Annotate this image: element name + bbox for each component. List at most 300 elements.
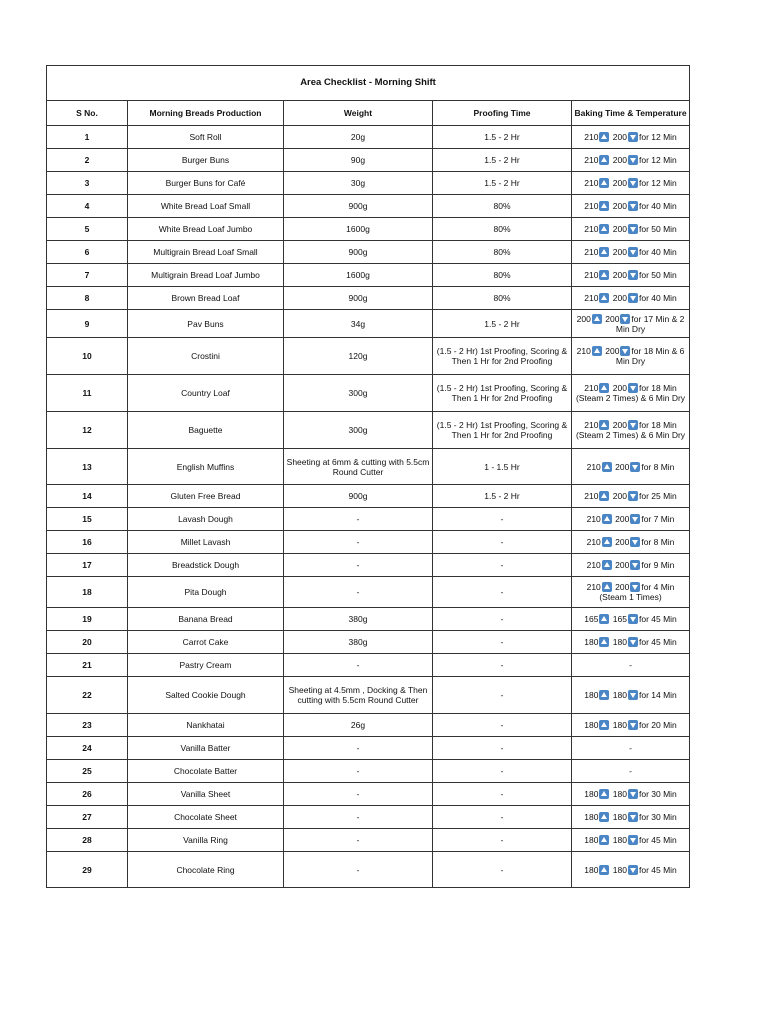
- bottom-temp: 200: [612, 247, 627, 257]
- column-header-baking: Baking Time & Temperature: [572, 101, 690, 126]
- row-weight: 900g: [284, 485, 433, 508]
- arrow-down-icon: [630, 514, 640, 524]
- bottom-temp: 200: [612, 132, 627, 142]
- top-temp: 210: [586, 461, 601, 472]
- row-sno: 5: [47, 218, 128, 241]
- row-weight: -: [284, 760, 433, 783]
- bottom-temp: 200: [612, 155, 627, 165]
- bake-duration: for 45 Min: [638, 864, 677, 875]
- bake-duration: for 8 Min: [641, 537, 675, 547]
- bottom-temp: 200: [615, 560, 630, 570]
- table-row: [47, 714, 690, 737]
- row-proofing-time: -: [433, 806, 572, 829]
- checklist-table: [46, 65, 690, 888]
- bottom-temp: 200: [612, 293, 627, 303]
- row-weight: 20g: [284, 126, 433, 149]
- top-temp: 210: [584, 491, 599, 501]
- row-item-name: White Bread Loaf Small: [128, 195, 284, 218]
- column-header-weight: Weight: [284, 101, 433, 126]
- arrow-up-icon: [599, 491, 609, 501]
- row-item-name: Country Loaf: [128, 375, 284, 412]
- column-header-proofing: Proofing Time: [433, 101, 572, 126]
- row-proofing-time: 1 - 1.5 Hr: [433, 449, 572, 485]
- arrow-down-icon: [630, 537, 640, 547]
- row-item-name: English Muffins: [128, 449, 284, 485]
- top-temp: 210: [584, 270, 599, 280]
- row-weight: 900g: [284, 195, 433, 218]
- top-temp: 210: [586, 560, 601, 570]
- table-row: [47, 310, 690, 338]
- row-proofing-time: -: [433, 760, 572, 783]
- table-row: [47, 264, 690, 287]
- row-proofing-time: 80%: [433, 195, 572, 218]
- row-proofing-time: -: [433, 677, 572, 714]
- bake-duration: for 20 Min: [638, 720, 677, 730]
- table-row: [47, 375, 690, 412]
- arrow-up-icon: [599, 178, 609, 188]
- row-weight: -: [284, 654, 433, 677]
- arrow-up-icon: [599, 247, 609, 257]
- top-temp: 210: [584, 224, 599, 234]
- row-item-name: Chocolate Ring: [128, 852, 284, 888]
- row-weight: -: [284, 554, 433, 577]
- row-sno: 21: [47, 654, 128, 677]
- bottom-temp: 200: [612, 178, 627, 188]
- arrow-down-icon: [628, 178, 638, 188]
- arrow-down-icon: [630, 462, 640, 472]
- row-baking: [572, 126, 690, 149]
- bottom-temp: 200: [615, 537, 630, 547]
- arrow-up-icon: [599, 293, 609, 303]
- bottom-temp: 200: [615, 461, 630, 472]
- row-baking: -: [572, 654, 690, 677]
- table-row: [47, 126, 690, 149]
- bottom-temp: 200: [615, 514, 630, 524]
- top-temp: 210: [586, 537, 601, 547]
- row-proofing-time: 1.5 - 2 Hr: [433, 310, 572, 338]
- row-baking: [572, 631, 690, 654]
- row-sno: 8: [47, 287, 128, 310]
- arrow-down-icon: [628, 293, 638, 303]
- row-item-name: Multigrain Bread Loaf Jumbo: [128, 264, 284, 287]
- row-proofing-time: 1.5 - 2 Hr: [433, 172, 572, 195]
- row-weight: Sheeting at 6mm & cutting with 5.5cm Round Cutter: [284, 449, 433, 485]
- arrow-up-icon: [592, 346, 602, 356]
- bottom-temp: 180: [612, 812, 627, 822]
- row-item-name: Soft Roll: [128, 126, 284, 149]
- row-sno: 7: [47, 264, 128, 287]
- row-sno: 27: [47, 806, 128, 829]
- arrow-up-icon: [599, 720, 609, 730]
- top-temp: 210: [584, 293, 599, 303]
- arrow-down-icon: [628, 865, 638, 875]
- row-weight: 900g: [284, 287, 433, 310]
- arrow-down-icon: [628, 614, 638, 624]
- arrow-down-icon: [628, 383, 638, 393]
- row-item-name: Lavash Dough: [128, 508, 284, 531]
- bake-duration: for 12 Min: [638, 132, 677, 142]
- row-sno: 24: [47, 737, 128, 760]
- arrow-up-icon: [602, 560, 612, 570]
- row-proofing-time: 1.5 - 2 Hr: [433, 149, 572, 172]
- row-baking: -: [572, 737, 690, 760]
- row-baking: [572, 485, 690, 508]
- row-weight: -: [284, 806, 433, 829]
- row-weight: 26g: [284, 714, 433, 737]
- row-item-name: Banana Bread: [128, 608, 284, 631]
- row-baking: [572, 264, 690, 287]
- row-item-name: Burger Buns for Café: [128, 172, 284, 195]
- row-proofing-time: -: [433, 829, 572, 852]
- row-weight: -: [284, 531, 433, 554]
- bottom-temp: 200: [612, 383, 627, 393]
- row-sno: 19: [47, 608, 128, 631]
- row-baking: -: [572, 760, 690, 783]
- row-item-name: Brown Bread Loaf: [128, 287, 284, 310]
- row-proofing-time: -: [433, 852, 572, 888]
- bottom-temp: 200: [612, 224, 627, 234]
- row-baking: [572, 608, 690, 631]
- arrow-up-icon: [602, 462, 612, 472]
- row-weight: 900g: [284, 241, 433, 264]
- top-temp: 165: [584, 614, 599, 624]
- row-sno: 16: [47, 531, 128, 554]
- arrow-up-icon: [602, 537, 612, 547]
- row-weight: -: [284, 783, 433, 806]
- row-weight: 1600g: [284, 218, 433, 241]
- table-row: [47, 218, 690, 241]
- row-baking: [572, 241, 690, 264]
- top-temp: 210: [584, 201, 599, 211]
- arrow-up-icon: [599, 835, 609, 845]
- arrow-up-icon: [592, 314, 602, 324]
- row-weight: -: [284, 852, 433, 888]
- table-row: [47, 737, 690, 760]
- arrow-up-icon: [599, 812, 609, 822]
- table-row: [47, 852, 690, 888]
- top-temp: 180: [584, 835, 599, 845]
- row-weight: 30g: [284, 172, 433, 195]
- row-sno: 6: [47, 241, 128, 264]
- bake-duration: for 40 Min: [638, 247, 677, 257]
- arrow-down-icon: [628, 789, 638, 799]
- row-weight: -: [284, 577, 433, 608]
- arrow-down-icon: [628, 224, 638, 234]
- arrow-up-icon: [599, 383, 609, 393]
- top-temp: 210: [586, 514, 601, 524]
- arrow-down-icon: [628, 637, 638, 647]
- table-row: [47, 677, 690, 714]
- row-weight: 300g: [284, 375, 433, 412]
- row-proofing-time: -: [433, 508, 572, 531]
- table-row: [47, 412, 690, 449]
- table-row: [47, 783, 690, 806]
- arrow-up-icon: [599, 270, 609, 280]
- row-item-name: Vanilla Sheet: [128, 783, 284, 806]
- table-row: [47, 485, 690, 508]
- row-proofing-time: -: [433, 554, 572, 577]
- row-proofing-time: -: [433, 631, 572, 654]
- bake-duration: for 25 Min: [638, 491, 677, 501]
- table-row: [47, 760, 690, 783]
- table-row: [47, 531, 690, 554]
- row-sno: 4: [47, 195, 128, 218]
- table-row: [47, 829, 690, 852]
- row-weight: 34g: [284, 310, 433, 338]
- row-sno: 3: [47, 172, 128, 195]
- bake-duration: for 30 Min: [638, 812, 677, 822]
- table-row: [47, 631, 690, 654]
- row-baking: [572, 677, 690, 714]
- row-sno: 11: [47, 375, 128, 412]
- row-baking: [572, 829, 690, 852]
- row-baking: [572, 714, 690, 737]
- row-item-name: Vanilla Ring: [128, 829, 284, 852]
- arrow-up-icon: [602, 514, 612, 524]
- arrow-down-icon: [630, 582, 640, 592]
- top-temp: 200: [576, 313, 591, 324]
- row-sno: 9: [47, 310, 128, 338]
- row-sno: 14: [47, 485, 128, 508]
- top-temp: 210: [576, 346, 591, 356]
- bottom-temp: 180: [612, 835, 627, 845]
- row-proofing-time: -: [433, 608, 572, 631]
- top-temp: 180: [584, 637, 599, 647]
- top-temp: 210: [584, 383, 599, 393]
- row-baking: [572, 852, 690, 888]
- row-sno: 26: [47, 783, 128, 806]
- row-baking: [572, 218, 690, 241]
- bake-duration: for 45 Min: [638, 637, 677, 647]
- row-proofing-time: 80%: [433, 264, 572, 287]
- arrow-up-icon: [599, 420, 609, 430]
- arrow-up-icon: [599, 201, 609, 211]
- bake-duration: for 9 Min: [641, 560, 675, 570]
- row-item-name: Pita Dough: [128, 577, 284, 608]
- row-baking: [572, 806, 690, 829]
- row-proofing-time: (1.5 - 2 Hr) 1st Proofing, Scoring & Then 1 Hr for 2nd Proofing: [433, 338, 572, 375]
- row-baking: [572, 577, 690, 608]
- row-sno: 10: [47, 338, 128, 375]
- row-sno: 18: [47, 577, 128, 608]
- row-proofing-time: 80%: [433, 218, 572, 241]
- column-header-item: Morning Breads Production: [128, 101, 284, 126]
- table-row: [47, 241, 690, 264]
- row-sno: 23: [47, 714, 128, 737]
- row-sno: 2: [47, 149, 128, 172]
- top-temp: 210: [584, 178, 599, 188]
- arrow-down-icon: [630, 560, 640, 570]
- bottom-temp: 180: [612, 864, 627, 875]
- row-item-name: Chocolate Batter: [128, 760, 284, 783]
- bake-duration: for 45 Min: [638, 614, 677, 624]
- bottom-temp: 200: [612, 201, 627, 211]
- row-item-name: Gluten Free Bread: [128, 485, 284, 508]
- bake-duration: for 18 Min (Steam 2 Times) & 6 Min Dry: [575, 383, 686, 403]
- bake-duration: for 12 Min: [638, 178, 677, 188]
- row-sno: 25: [47, 760, 128, 783]
- arrow-up-icon: [599, 224, 609, 234]
- row-baking: [572, 149, 690, 172]
- bake-duration: for 40 Min: [638, 201, 677, 211]
- row-proofing-time: 1.5 - 2 Hr: [433, 485, 572, 508]
- row-weight: -: [284, 737, 433, 760]
- arrow-down-icon: [628, 201, 638, 211]
- arrow-down-icon: [620, 346, 630, 356]
- top-temp: 210: [586, 582, 601, 592]
- table-row: [47, 654, 690, 677]
- row-baking: [572, 172, 690, 195]
- bake-duration: for 50 Min: [638, 224, 677, 234]
- bake-duration: for 50 Min: [638, 270, 677, 280]
- row-baking: [572, 310, 690, 338]
- table-row: [47, 508, 690, 531]
- row-item-name: Multigrain Bread Loaf Small: [128, 241, 284, 264]
- row-item-name: Carrot Cake: [128, 631, 284, 654]
- row-sno: 1: [47, 126, 128, 149]
- arrow-down-icon: [628, 270, 638, 280]
- row-proofing-time: -: [433, 737, 572, 760]
- arrow-down-icon: [628, 812, 638, 822]
- bottom-temp: 200: [612, 420, 627, 430]
- table-row: [47, 338, 690, 375]
- bake-duration: for 18 Min (Steam 2 Times) & 6 Min Dry: [575, 420, 686, 440]
- table-row: [47, 608, 690, 631]
- bake-duration: for 4 Min (Steam 1 Times): [599, 582, 675, 602]
- arrow-down-icon: [628, 420, 638, 430]
- row-sno: 22: [47, 677, 128, 714]
- row-baking: [572, 338, 690, 375]
- row-proofing-time: 1.5 - 2 Hr: [433, 126, 572, 149]
- arrow-up-icon: [599, 614, 609, 624]
- row-proofing-time: -: [433, 654, 572, 677]
- row-item-name: White Bread Loaf Jumbo: [128, 218, 284, 241]
- row-proofing-time: -: [433, 531, 572, 554]
- bottom-temp: 200: [612, 491, 627, 501]
- bottom-temp: 180: [612, 690, 627, 700]
- arrow-up-icon: [602, 582, 612, 592]
- table-row: [47, 806, 690, 829]
- bake-duration: for 8 Min: [641, 461, 675, 472]
- top-temp: 210: [584, 420, 599, 430]
- row-proofing-time: 80%: [433, 287, 572, 310]
- row-weight: 300g: [284, 412, 433, 449]
- page-title: Area Checklist - Morning Shift: [47, 66, 690, 101]
- bottom-temp: 200: [605, 346, 620, 356]
- row-sno: 29: [47, 852, 128, 888]
- arrow-down-icon: [628, 155, 638, 165]
- arrow-up-icon: [599, 155, 609, 165]
- row-baking: [572, 783, 690, 806]
- arrow-up-icon: [599, 865, 609, 875]
- arrow-down-icon: [628, 720, 638, 730]
- column-header-sno: S No.: [47, 101, 128, 126]
- table-row: [47, 149, 690, 172]
- row-proofing-time: (1.5 - 2 Hr) 1st Proofing, Scoring & Then 1 Hr for 2nd Proofing: [433, 375, 572, 412]
- arrow-down-icon: [628, 835, 638, 845]
- row-baking: [572, 531, 690, 554]
- top-temp: 210: [584, 132, 599, 142]
- arrow-down-icon: [628, 690, 638, 700]
- row-item-name: Crostini: [128, 338, 284, 375]
- row-sno: 13: [47, 449, 128, 485]
- bake-duration: for 30 Min: [638, 789, 677, 799]
- row-item-name: Nankhatai: [128, 714, 284, 737]
- bottom-temp: 200: [612, 270, 627, 280]
- row-weight: Sheeting at 4.5mm , Docking & Then cutting with 5.5cm Round Cutter: [284, 677, 433, 714]
- bottom-temp: 180: [612, 720, 627, 730]
- row-sno: 15: [47, 508, 128, 531]
- row-baking: [572, 449, 690, 485]
- row-proofing-time: (1.5 - 2 Hr) 1st Proofing, Scoring & Then 1 Hr for 2nd Proofing: [433, 412, 572, 449]
- arrow-up-icon: [599, 690, 609, 700]
- row-proofing-time: -: [433, 714, 572, 737]
- row-weight: -: [284, 829, 433, 852]
- row-item-name: Breadstick Dough: [128, 554, 284, 577]
- row-weight: 380g: [284, 608, 433, 631]
- arrow-down-icon: [628, 247, 638, 257]
- table-row: [47, 195, 690, 218]
- arrow-down-icon: [620, 314, 630, 324]
- row-sno: 20: [47, 631, 128, 654]
- table-row: [47, 172, 690, 195]
- bake-duration: for 14 Min: [638, 690, 677, 700]
- top-temp: 210: [584, 247, 599, 257]
- table-row: [47, 449, 690, 485]
- row-baking: [572, 508, 690, 531]
- top-temp: 210: [584, 155, 599, 165]
- top-temp: 180: [584, 789, 599, 799]
- header-row: [47, 101, 690, 126]
- arrow-down-icon: [628, 491, 638, 501]
- row-item-name: Salted Cookie Dough: [128, 677, 284, 714]
- bake-duration: for 45 Min: [638, 835, 677, 845]
- row-sno: 12: [47, 412, 128, 449]
- row-sno: 17: [47, 554, 128, 577]
- row-weight: 120g: [284, 338, 433, 375]
- row-item-name: Millet Lavash: [128, 531, 284, 554]
- bottom-temp: 165: [612, 614, 627, 624]
- bottom-temp: 180: [612, 637, 627, 647]
- row-baking: [572, 412, 690, 449]
- bottom-temp: 180: [612, 789, 627, 799]
- arrow-down-icon: [628, 132, 638, 142]
- row-sno: 28: [47, 829, 128, 852]
- row-item-name: Pastry Cream: [128, 654, 284, 677]
- row-baking: [572, 195, 690, 218]
- bottom-temp: 200: [605, 313, 620, 324]
- row-weight: 1600g: [284, 264, 433, 287]
- row-item-name: Baguette: [128, 412, 284, 449]
- bottom-temp: 200: [615, 582, 630, 592]
- bake-duration: for 12 Min: [638, 155, 677, 165]
- arrow-up-icon: [599, 637, 609, 647]
- row-proofing-time: -: [433, 577, 572, 608]
- row-item-name: Vanilla Batter: [128, 737, 284, 760]
- row-item-name: Burger Buns: [128, 149, 284, 172]
- row-proofing-time: 80%: [433, 241, 572, 264]
- arrow-up-icon: [599, 132, 609, 142]
- row-proofing-time: -: [433, 783, 572, 806]
- table-row: [47, 554, 690, 577]
- row-baking: [572, 375, 690, 412]
- row-weight: -: [284, 508, 433, 531]
- row-item-name: Chocolate Sheet: [128, 806, 284, 829]
- bake-duration: for 17 Min & 2 Min Dry: [615, 313, 685, 334]
- arrow-up-icon: [599, 789, 609, 799]
- table-row: [47, 577, 690, 608]
- top-temp: 180: [584, 864, 599, 875]
